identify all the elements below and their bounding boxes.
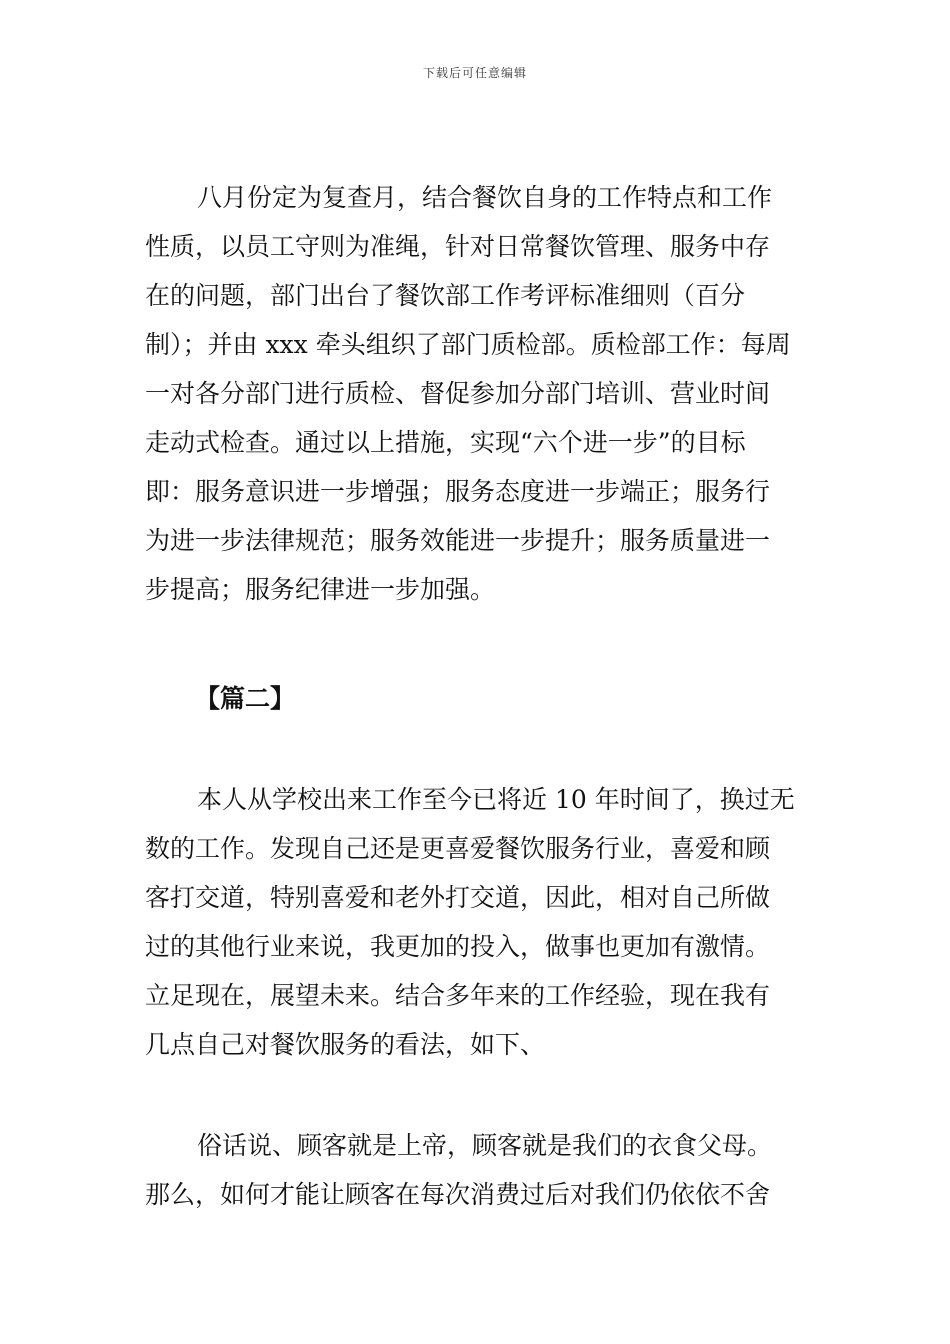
paragraph-line: 为进一步法律规范；服务效能进一步提升；服务质量进一 (145, 526, 771, 555)
paragraph-line: 立足现在，展望未来。结合多年来的工作经验，现在我有 (145, 981, 771, 1010)
paragraph-line: 客打交道，特别喜爱和老外打交道，因此，相对自己所做 (145, 883, 771, 912)
paragraph-2 (145, 775, 810, 1069)
paragraph-line: 即：服务意识进一步增强；服务态度进一步端正；服务行 (145, 477, 771, 506)
paragraph-line: 一对各分部门进行质检、督促参加分部门培训、营业时间 (145, 379, 771, 408)
paragraph-line: 数的工作。发现自己还是更喜爱餐饮服务行业，喜爱和顾 (145, 834, 771, 863)
paragraph-line: 走动式检查。通过以上措施，实现“六个进一步”的目标 (145, 428, 746, 457)
paragraph-line: 性质，以员工守则为准绳，针对日常餐饮管理、服务中存 (145, 232, 771, 261)
paragraph-3 (145, 1121, 810, 1219)
paragraph-line: 八月份定为复查月，结合餐饮自身的工作特点和工作 (197, 183, 773, 212)
section-heading: 【篇二】 (195, 684, 296, 713)
paragraph-line: 那么，如何才能让顾客在每次消费过后对我们仍依依不舍 (145, 1180, 771, 1209)
paragraph-line: 几点自己对餐饮服务的看法，如下、 (145, 1030, 546, 1059)
paragraph-line: 过的其他行业来说，我更加的投入，做事也更加有激情。 (145, 932, 771, 961)
page-header: 下载后可任意编辑 (422, 66, 527, 80)
paragraph-line: 本人从学校出来工作至今已将近 10 年时间了，换过无 (197, 785, 795, 814)
paragraph-line: 制）；并由 xxx 牵头组织了部门质检部。质检部工作：每周 (145, 330, 791, 359)
paragraph-line: 在的问题，部门出台了餐饮部工作考评标准细则（百分 (145, 281, 746, 310)
paragraph-1 (145, 173, 810, 614)
paragraph-line: 俗话说、顾客就是上帝，顾客就是我们的衣食父母。 (197, 1131, 773, 1160)
paragraph-line: 步提高；服务纪律进一步加强。 (145, 575, 496, 604)
